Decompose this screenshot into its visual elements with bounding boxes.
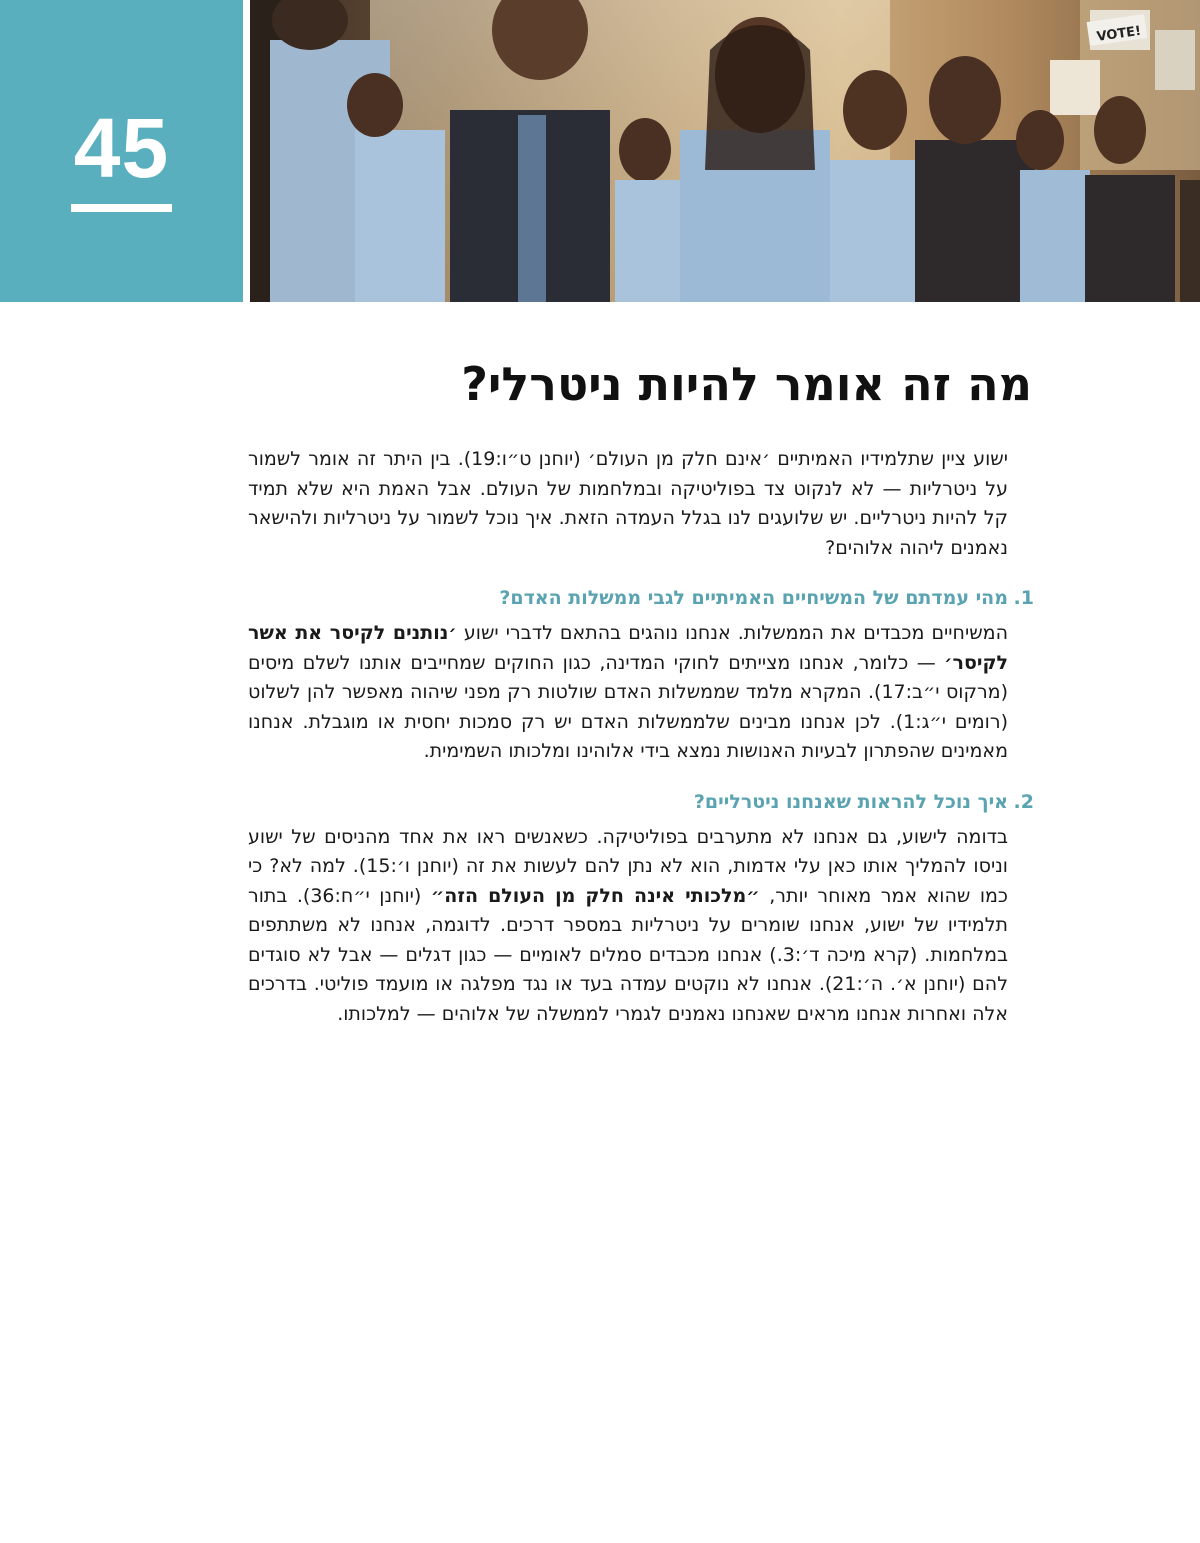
lesson-badge: [0, 0, 243, 302]
lesson-underline: [71, 204, 172, 212]
lesson-content: [248, 445, 1034, 1029]
section-2-paragraph: [248, 823, 1008, 1030]
students-pledge-photo-icon: [250, 0, 1200, 302]
question-text: איך נוכל להראות שאנחנו ניטרליים?: [693, 790, 1008, 813]
section-2-text-a: בדומה לישוע, גם אנחנו לא מתערבים בפוליטיקה. כשאנשים ראו את אחד מהניסים של ישוע וניסו להמליך אותו כאן עלי אדמות, הוא לא נתן להם לעשות את זה (יוחנן ו׳:15). למה לא? כי כמו שהוא אמר מאוחר יותר,: [248, 825, 1008, 907]
page-title: מה זה אומר להיות ניטרלי?: [461, 357, 1032, 411]
question-heading-2: [248, 787, 1034, 817]
section-2-bold-quote: ״מלכותי אינה חלק מן העולם הזה״: [430, 884, 760, 907]
svg-text:VOTE!: VOTE!: [1095, 23, 1143, 45]
question-heading-1: [248, 583, 1034, 613]
section-1-text-a: המשיחיים מכבדים את הממשלות. אנחנו נוהגים בהתאם לדברי ישוע: [456, 622, 1008, 644]
section-1-paragraph: [248, 619, 1008, 767]
question-text: מהי עמדתם של המשיחיים האמיתיים לגבי ממשלות האדם?: [499, 587, 1008, 609]
section-1-bold-quote: ׳נותנים לקיסר את אשר לקיסר׳: [248, 622, 1008, 674]
lesson-number: 45: [73, 101, 170, 195]
section-2-text-b: (יוחנן י״ח:36). בתור תלמידיו של ישוע, אנחנו שומרים על ניטרליות במספר דרכים. לדוגמה, אנחנו לא משתתפים במלחמות. (קרא מיכה ד׳:3.) אנחנו מכבדים סמלים לאומיים — כגון דגלים — אבל לא סוגדים להם (יוחנן א׳. ה׳:21). אנחנו לא נוקטים עמדה בעד או נגד מפלגה או מועמד פוליטי. בדרכים אלה ואחרות אנחנו מראים שאנחנו נאמנים לגמרי לממשלה של אלוהים — למלכותו.: [248, 884, 1008, 1025]
intro-paragraph: ישוע ציין שתלמידיו האמיתיים ׳אינם חלק מן העולם׳ (יוחנן ט״ו:19). בין היתר זה אומר לשמור על ניטרליות — לא לנקוט צד בפוליטיקה ובמלחמות של העולם. אבל האמת היא שלא תמיד קל להיות ניטרליים. יש שלועגים לנו בגלל העמדה הזאת. איך נוכל לשמור על ניטרליות ולהישאר נאמנים ליהוה אלוהים?: [248, 448, 1008, 559]
question-number: 2.: [1013, 790, 1034, 813]
hero-photo: [250, 0, 1200, 302]
question-number: 1.: [1013, 587, 1034, 609]
section-1-text-b: — כלומר, אנחנו מצייתים לחוקי המדינה, כגון החוקים שמחייבים אותנו לשלם מיסים (מרקוס י״ב:17). המקרא מלמד שממשלות האדם שולטות רק מפני שיהוה מאפשר להן לשלוט (רומים י״ג:1). לכן אנחנו מבינים שלממשלות האדם יש רק סמכות יחסית או מוגבלת. אנחנו מאמינים שהפתרון לבעיות האנושות נמצא בידי אלוהינו ומלכותו השמימית.: [248, 651, 1008, 762]
